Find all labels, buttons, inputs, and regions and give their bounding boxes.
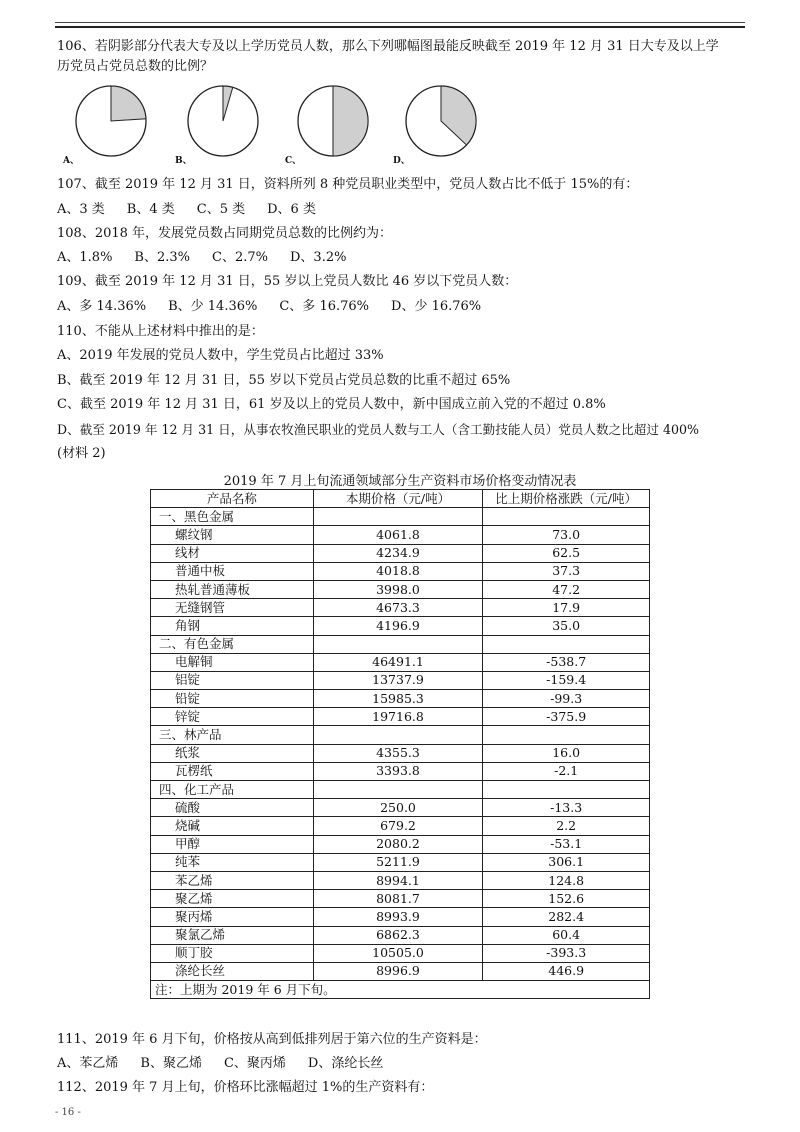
price-change: 282.4: [483, 908, 650, 926]
q107-text: 107、截至 2019 年 12 月 31 日，资料所列 8 种党员职业类型中，党员人数占比不低于 15%的有：: [57, 177, 639, 192]
q107-option-d[interactable]: D、6 类: [267, 202, 316, 217]
current-price: 10505.0: [313, 944, 483, 962]
current-price: 4196.9: [313, 617, 483, 635]
header-current-price: 本期价格（元/吨）: [313, 490, 483, 508]
pie-c-shaded-slice: [333, 86, 368, 156]
price-change: [483, 781, 650, 799]
current-price: 4355.3: [313, 744, 483, 762]
product-name: 顺丁胶: [151, 944, 314, 962]
current-price: 4234.9: [313, 544, 483, 562]
q107-options: [57, 201, 338, 219]
current-price: 13737.9: [313, 671, 483, 689]
price-change: -393.3: [483, 944, 650, 962]
table-row: [151, 890, 650, 908]
table-row: [151, 526, 650, 544]
table-category-row: [151, 635, 650, 653]
current-price: 8994.1: [313, 871, 483, 889]
price-change: 306.1: [483, 853, 650, 871]
material-label: (材料 2): [57, 446, 106, 461]
table-row: [151, 962, 650, 980]
current-price: 250.0: [313, 799, 483, 817]
q111-text: 111、2019 年 6 月下旬，价格按从高到低排列居于第六位的生产资料是：: [57, 1032, 487, 1047]
product-name: 热轧普通薄板: [151, 580, 314, 598]
q108-option-d[interactable]: D、3.2%: [290, 250, 347, 265]
table-row: [151, 799, 650, 817]
price-change: 35.0: [483, 617, 650, 635]
table-row: [151, 871, 650, 889]
q107-option-c[interactable]: C、5 类: [196, 202, 246, 217]
table-row: [151, 599, 650, 617]
price-change: [483, 635, 650, 653]
q110-option-d[interactable]: D、截至 2019 年 12 月 31 日，从事农牧渔民职业的党员人数与工人（含工勤技能人员）党员人数之比超过 400%: [57, 422, 699, 437]
q109-text: 109、截至 2019 年 12 月 31 日，55 岁以上党员人数比 46 岁以下党员人数：: [57, 274, 518, 289]
current-price: 4673.3: [313, 599, 483, 617]
current-price: [313, 726, 483, 744]
product-name: 纯苯: [151, 853, 314, 871]
product-name: 甲醇: [151, 835, 314, 853]
current-price: [313, 508, 483, 526]
q107-option-b[interactable]: B、4 类: [126, 202, 175, 217]
table-row: [151, 926, 650, 944]
price-change: -538.7: [483, 653, 650, 671]
current-price: 4018.8: [313, 562, 483, 580]
q109-options: [57, 298, 503, 316]
category-name: 三、林产品: [151, 726, 314, 744]
current-price: 8081.7: [313, 890, 483, 908]
price-change: -159.4: [483, 671, 650, 689]
q110-option-a[interactable]: A、2019 年发展的党员人数中，学生党员占比超过 33%: [57, 348, 384, 363]
table-row: [151, 580, 650, 598]
q111-option-c[interactable]: C、聚丙烯: [223, 1056, 286, 1071]
product-name: 锌锭: [151, 708, 314, 726]
pie-option-c[interactable]: [285, 83, 375, 166]
table-row: [151, 690, 650, 708]
current-price: [313, 635, 483, 653]
price-change: 124.8: [483, 871, 650, 889]
product-name: 苯乙烯: [151, 871, 314, 889]
current-price: 19716.8: [313, 708, 483, 726]
price-change: 446.9: [483, 962, 650, 980]
q111-option-d[interactable]: D、涤纶长丝: [307, 1056, 384, 1071]
price-change: 17.9: [483, 599, 650, 617]
price-change: -13.3: [483, 799, 650, 817]
pie-option-d[interactable]: [393, 83, 483, 166]
price-change: 152.6: [483, 890, 650, 908]
price-change: [483, 726, 650, 744]
table-row: [151, 562, 650, 580]
product-name: 聚氯乙烯: [151, 926, 314, 944]
pie-option-b[interactable]: [175, 83, 265, 166]
table-row: [151, 908, 650, 926]
current-price: 8996.9: [313, 962, 483, 980]
q111-option-b[interactable]: B、聚乙烯: [140, 1056, 202, 1071]
price-change: 37.3: [483, 562, 650, 580]
q108-option-c[interactable]: C、2.7%: [212, 250, 268, 265]
q110-text: 110、不能从上述材料中推出的是：: [57, 324, 264, 339]
q111-option-a[interactable]: A、苯乙烯: [57, 1056, 119, 1071]
product-name: 普通中板: [151, 562, 314, 580]
pie-d-label: D、: [393, 156, 410, 166]
header-rule-thick: [55, 26, 745, 28]
table-category-row: [151, 508, 650, 526]
product-name: 瓦楞纸: [151, 762, 314, 780]
price-change: -2.1: [483, 762, 650, 780]
table-row: [151, 617, 650, 635]
price-change: [483, 508, 650, 526]
q109-option-c[interactable]: C、多 16.76%: [279, 299, 370, 314]
q107-option-a[interactable]: A、3 类: [57, 202, 105, 217]
q111-options: [57, 1055, 405, 1073]
product-name: 无缝钢管: [151, 599, 314, 617]
category-name: 四、化工产品: [151, 781, 314, 799]
q108-options: [57, 249, 368, 267]
table-row: [151, 653, 650, 671]
header-product-name: 产品名称: [151, 490, 314, 508]
page-number: - 16 -: [55, 1107, 81, 1118]
table-row: [151, 544, 650, 562]
current-price: 3998.0: [313, 580, 483, 598]
q109-option-b[interactable]: B、少 14.36%: [168, 299, 258, 314]
price-table: [150, 489, 650, 999]
table-row: [151, 835, 650, 853]
pie-a-shaded-slice: [111, 86, 146, 121]
pie-a-label: A、: [63, 156, 79, 166]
current-price: 3393.8: [313, 762, 483, 780]
q109-option-d[interactable]: D、少 16.76%: [391, 299, 482, 314]
q108-option-a[interactable]: A、1.8%: [57, 250, 113, 265]
current-price: 2080.2: [313, 835, 483, 853]
price-change: 47.2: [483, 580, 650, 598]
q110-option-c[interactable]: C、截至 2019 年 12 月 31 日，61 岁及以上的党员人数中，新中国成立前入党的不超过 0.8%: [57, 397, 606, 412]
product-name: 螺纹钢: [151, 526, 314, 544]
q112-text: 112、2019 年 7 月上旬，价格环比涨幅超过 1%的生产资料有：: [57, 1080, 434, 1095]
product-name: 硫酸: [151, 799, 314, 817]
pie-b-label: B、: [175, 156, 192, 166]
product-name: 角钢: [151, 617, 314, 635]
price-change: 62.5: [483, 544, 650, 562]
header-rule-thin: [55, 22, 745, 23]
current-price: 8993.9: [313, 908, 483, 926]
current-price: 15985.3: [313, 690, 483, 708]
q108-text: 108、2018 年，发展党员数占同期党员总数的比例约为：: [57, 226, 393, 241]
table-row: [151, 762, 650, 780]
price-change: -375.9: [483, 708, 650, 726]
price-change: 60.4: [483, 926, 650, 944]
q110-option-b[interactable]: B、截至 2019 年 12 月 31 日，55 岁以下党员占党员总数的比重不超过 65%: [57, 373, 511, 388]
table-row: [151, 671, 650, 689]
table-row: [151, 744, 650, 762]
current-price: 46491.1: [313, 653, 483, 671]
table-title: 2019 年 7 月上旬流通领域部分生产资料市场价格变动情况表: [223, 474, 577, 489]
product-name: 纸浆: [151, 744, 314, 762]
q108-option-b[interactable]: B、2.3%: [134, 250, 191, 265]
table-row: [151, 708, 650, 726]
current-price: 6862.3: [313, 926, 483, 944]
current-price: [313, 781, 483, 799]
q109-option-a[interactable]: A、多 14.36%: [57, 299, 147, 314]
table-note: 注：上期为 2019 年 6 月下旬。: [151, 981, 650, 999]
table-header-row: [151, 490, 650, 508]
price-change: -53.1: [483, 835, 650, 853]
product-name: 聚乙烯: [151, 890, 314, 908]
table-row: [151, 944, 650, 962]
price-change: 73.0: [483, 526, 650, 544]
header-price-change: 比上期价格涨跌（元/吨）: [483, 490, 650, 508]
table-body: [151, 508, 650, 981]
product-name: 聚丙烯: [151, 908, 314, 926]
category-name: 一、黑色金属: [151, 508, 314, 526]
pie-option-a[interactable]: [63, 83, 153, 166]
category-name: 二、有色金属: [151, 635, 314, 653]
pie-c-label: C、: [285, 156, 302, 166]
q106-text-1: 106、若阴影部分代表大专及以上学历党员人数，那么下列哪幅图最能反映截至 2019 年 12 月 31 日大专及以上学: [57, 39, 719, 54]
price-change: 2.2: [483, 817, 650, 835]
product-name: 涤纶长丝: [151, 962, 314, 980]
table-category-row: [151, 781, 650, 799]
product-name: 铝锭: [151, 671, 314, 689]
price-change: -99.3: [483, 690, 650, 708]
q106-text-2: 历党员占党员总数的比例？: [57, 59, 214, 74]
table-category-row: [151, 726, 650, 744]
table-row: [151, 817, 650, 835]
product-name: 铅锭: [151, 690, 314, 708]
current-price: 679.2: [313, 817, 483, 835]
product-name: 线材: [151, 544, 314, 562]
current-price: 4061.8: [313, 526, 483, 544]
price-change: 16.0: [483, 744, 650, 762]
table-note-row: [151, 981, 650, 999]
current-price: 5211.9: [313, 853, 483, 871]
product-name: 电解铜: [151, 653, 314, 671]
table-row: [151, 853, 650, 871]
product-name: 烧碱: [151, 817, 314, 835]
